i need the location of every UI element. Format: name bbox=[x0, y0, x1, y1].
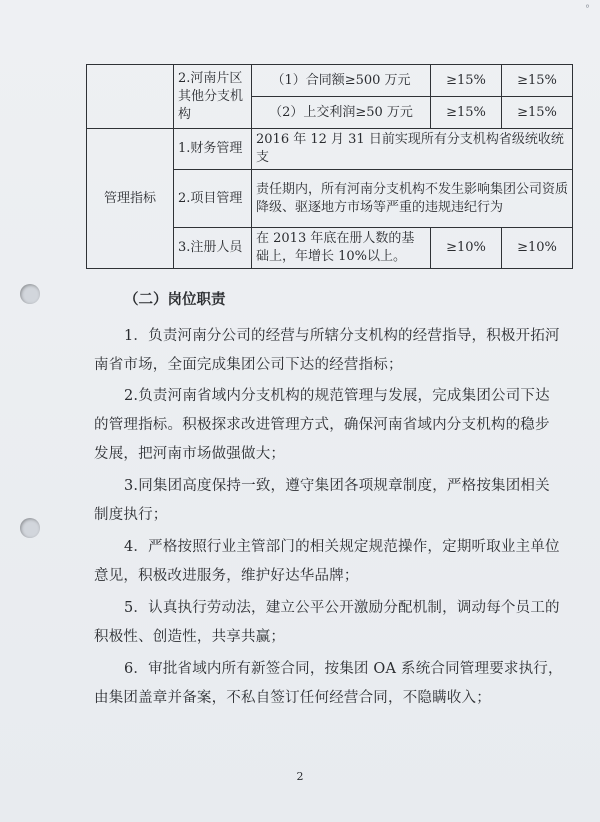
paragraph-text: 6．审批省域内所有新签合同，按集团 OA 系统合同管理要求执行，由集团盖章并备案，不私自签订任何经营合同，不隐瞒收入； bbox=[94, 661, 563, 706]
table-cell-label: 3.注册人员 bbox=[174, 228, 252, 269]
paragraph-text: 4．严格按照行业主管部门的相关规定规范操作，定期听取业主单位意见，积极改进服务，维护好达华品牌； bbox=[94, 539, 560, 584]
table-cell-value: ≥15% bbox=[431, 97, 502, 129]
table-cell-desc: 在 2013 年底在册人数的基础上，年增长 10%以上。 bbox=[252, 228, 431, 269]
corner-mark: ° bbox=[585, 4, 590, 15]
table-cell-empty bbox=[87, 65, 174, 129]
table-row bbox=[87, 65, 573, 97]
table-cell-desc: 责任期内，所有河南分支机构不发生影响集团公司资质降级、驱逐地方市场等严重的违规违纪行为 bbox=[252, 170, 573, 228]
table-cell-group-label: 管理指标 bbox=[87, 129, 174, 269]
page-number: 2 bbox=[296, 770, 304, 783]
table-cell-value: ≥10% bbox=[431, 228, 502, 269]
table-cell-desc: 2016 年 12 月 31 日前实现所有分支机构省级统收统支 bbox=[252, 129, 573, 170]
table-cell-value: ≥15% bbox=[502, 65, 573, 97]
table-row bbox=[87, 129, 573, 170]
paragraph bbox=[94, 472, 564, 530]
paragraph bbox=[94, 382, 564, 469]
table-cell-label: 1.财务管理 bbox=[174, 129, 252, 170]
binder-hole bbox=[20, 284, 40, 304]
paragraph bbox=[94, 594, 564, 652]
paragraph-text: 5．认真执行劳动法，建立公平公开激励分配机制，调动每个员工的积极性、创造性，共享共赢； bbox=[94, 600, 560, 645]
paragraph bbox=[94, 655, 564, 713]
section-title: （二）岗位职责 bbox=[124, 291, 226, 308]
table-cell-value: ≥15% bbox=[502, 97, 573, 129]
table-cell-value: ≥10% bbox=[502, 228, 573, 269]
table-cell-desc: （2）上交利润≥50 万元 bbox=[252, 97, 431, 129]
paragraph bbox=[94, 322, 564, 380]
table-cell-sub-label: 2.河南片区其他分支机构 bbox=[174, 65, 252, 129]
table-cell-value: ≥15% bbox=[431, 65, 502, 97]
table-cell-desc: （1）合同额≥500 万元 bbox=[252, 65, 431, 97]
binder-hole bbox=[20, 518, 40, 538]
indicator-table bbox=[86, 64, 573, 269]
paragraph bbox=[94, 533, 564, 591]
paragraph-text: 2.负责河南省域内分支机构的规范管理与发展，完成集团公司下达的管理指标。积极探求改进管理方式，确保河南省域内分支机构的稳步发展，把河南市场做强做大； bbox=[94, 388, 550, 462]
paragraph-text: 1．负责河南分公司的经营与所辖分支机构的经营指导，积极开拓河南省市场，全面完成集团公司下达的经营指标； bbox=[94, 328, 560, 373]
paragraph-text: 3.同集团高度保持一致，遵守集团各项规章制度，严格按集团相关制度执行； bbox=[94, 478, 550, 523]
table-cell-label: 2.项目管理 bbox=[174, 170, 252, 228]
